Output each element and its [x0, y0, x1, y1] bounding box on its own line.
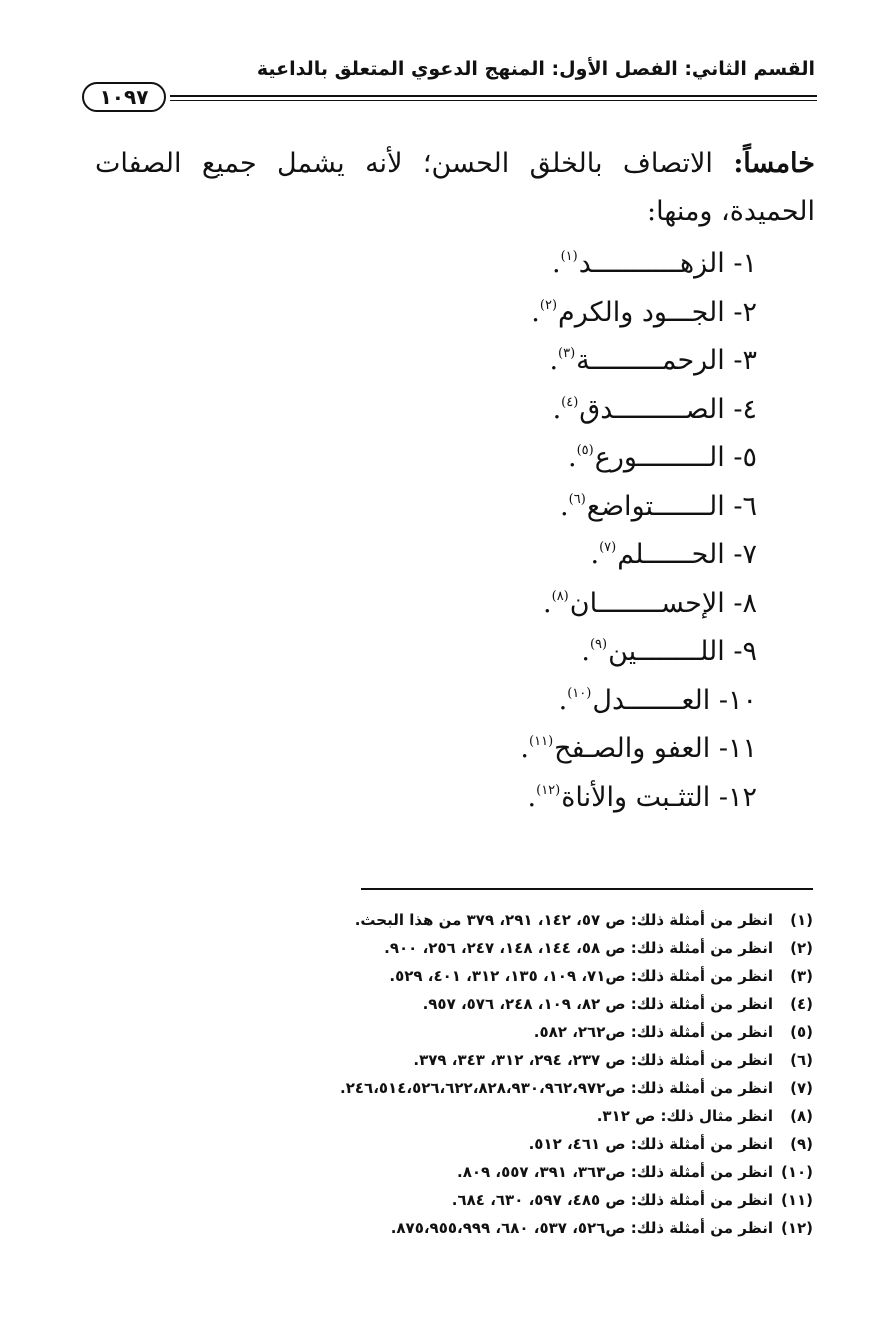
- footnote-mark: (٩): [790, 1135, 813, 1153]
- item-number: ١١-: [718, 733, 757, 764]
- footnote-ref[interactable]: (١١): [529, 734, 554, 749]
- footnote-mark: (١٠): [780, 1163, 813, 1181]
- footnote-ref[interactable]: (٧): [599, 540, 617, 555]
- footnote-text: انظر من أمثلة ذلك: ص ٤٨٥، ٥٩٧، ٦٣٠، ٦٨٤.: [451, 1191, 773, 1209]
- item-label: الـــــــتواضع: [586, 490, 725, 522]
- item-label: التثـبت والأناة: [561, 781, 711, 813]
- footnote-item: [340, 1186, 813, 1214]
- item-number: ١٢-: [718, 781, 757, 813]
- footnote-ref[interactable]: (١): [560, 249, 578, 264]
- item-number: ٣-: [733, 345, 757, 376]
- footnote-mark: (١): [790, 911, 813, 929]
- list-item: ٦- الـــــــتواضع$^{(٦)}$.: [520, 477, 757, 526]
- section-lead: خامساً:: [733, 148, 815, 179]
- running-header: القسم الثاني: الفصل الأول: المنهج الدعوي المتعلق بالداعية: [256, 58, 815, 80]
- list-item: ٩- اللــــــــين$^{(٩)}$.: [520, 622, 757, 671]
- list-item: ١٢- التثـبت والأناة$^{(١٢)}$.: [520, 768, 757, 817]
- footnote-item: [340, 1074, 813, 1102]
- footnote-text: انظر من أمثلة ذلك: ص٧١، ١٠٩، ١٣٥، ٣١٢، ٤٠١، ٥٢٩.: [389, 967, 773, 985]
- item-label: اللــــــــين: [608, 636, 725, 667]
- item-number: ٨-: [733, 587, 757, 619]
- traits-list: [520, 234, 757, 816]
- footnote-item: [340, 934, 813, 962]
- item-label: الصـــــــــدق: [579, 393, 725, 425]
- footnote-mark: (٤): [790, 995, 813, 1013]
- footnote-mark: (١١): [780, 1191, 813, 1209]
- footnote-ref[interactable]: (١٠): [567, 685, 592, 701]
- page-number: ١٠٩٧: [82, 82, 166, 112]
- item-number: ١-: [733, 248, 757, 279]
- item-number: ٢-: [733, 296, 757, 328]
- footnote-text: انظر من أمثلة ذلك: ص٢٤٦،٥١٤،٥٢٦،٦٢٢،٨٢٨،٩٣٠،٩٦٢،٩٧٢.: [340, 1079, 773, 1097]
- list-item: ١١- العفو والصـفح$^{(١١)}$.: [520, 719, 757, 768]
- footnote-mark: (٨): [790, 1107, 813, 1125]
- item-label: الـــــــــورع: [594, 442, 725, 473]
- footnote-text: انظر من أمثلة ذلك: ص٢٦٢، ٥٨٢.: [533, 1023, 773, 1041]
- footnote-text: انظر من أمثلة ذلك: ص ٢٣٧، ٢٩٤، ٣١٢، ٣٤٣، ٣٧٩.: [413, 1051, 773, 1069]
- list-item: ١٠- العـــــــدل$^{(١٠)}$.: [520, 671, 757, 720]
- footnote-ref[interactable]: (١٢): [536, 782, 561, 798]
- item-label: الحــــــلم: [617, 539, 725, 570]
- item-number: ٩-: [733, 636, 757, 667]
- footnote-ref[interactable]: (٤): [561, 394, 579, 410]
- footnote-mark: (١٢): [780, 1219, 813, 1237]
- list-item: ٧- الحــــــلم$^{(٧)}$.: [520, 525, 757, 574]
- footnote-text: انظر من أمثلة ذلك: ص ٤٦١، ٥١٢.: [528, 1135, 773, 1153]
- item-label: العـــــــدل: [592, 684, 711, 716]
- footnote-ref[interactable]: (٣): [558, 346, 576, 361]
- item-number: ٧-: [733, 539, 757, 570]
- footnote-mark: (٥): [790, 1023, 813, 1041]
- footnote-divider: [361, 888, 813, 890]
- footnotes-list: [340, 906, 813, 1242]
- header-rule: [170, 95, 817, 101]
- item-number: ٥-: [733, 442, 757, 473]
- item-label: العفو والصـفح: [554, 733, 711, 764]
- list-item: ٣- الرحمـــــــــة$^{(٣)}$.: [520, 331, 757, 380]
- footnote-item: [340, 1046, 813, 1074]
- footnote-item: [340, 1018, 813, 1046]
- item-number: ٦-: [733, 490, 757, 522]
- footnote-ref[interactable]: (٨): [551, 588, 569, 604]
- footnote-item: [340, 1158, 813, 1186]
- footnote-item: [340, 906, 813, 934]
- footnote-mark: (٦): [790, 1051, 813, 1069]
- footnote-ref[interactable]: (٩): [589, 637, 608, 652]
- footnote-ref[interactable]: (٢): [539, 297, 558, 313]
- footnote-item: [340, 962, 813, 990]
- footnote-mark: (٣): [790, 967, 813, 985]
- footnote-text: انظر من أمثلة ذلك: ص ٥٨، ١٤٤، ١٤٨، ٢٤٧، ٢٥٦، ٩٠٠.: [384, 939, 773, 957]
- item-label: الجـــود والكرم: [558, 296, 725, 328]
- footnote-mark: (٧): [790, 1079, 813, 1097]
- footnote-ref[interactable]: (٦): [568, 491, 586, 507]
- intro-paragraph: [95, 140, 815, 236]
- item-label: الرحمـــــــــة: [576, 345, 725, 376]
- item-number: ٤-: [733, 393, 757, 425]
- footnote-text: انظر من أمثلة ذلك: ص ٥٧، ١٤٢، ٢٩١، ٣٧٩ من هذا البحث.: [354, 911, 773, 929]
- footnote-ref[interactable]: (٥): [576, 443, 594, 458]
- footnote-item: [340, 990, 813, 1018]
- item-label: الزهـــــــــــد: [578, 248, 725, 279]
- footnote-text: انظر مثال ذلك: ص ٣١٢.: [596, 1107, 773, 1125]
- footnote-item: [340, 1130, 813, 1158]
- list-item: ٢- الجـــود والكرم$^{(٢)}$.: [520, 283, 757, 332]
- list-item: ٤- الصـــــــــدق$^{(٤)}$.: [520, 380, 757, 429]
- list-item: ٨- الإحســــــــان$^{(٨)}$.: [520, 574, 757, 623]
- footnote-item: [340, 1214, 813, 1242]
- item-label: الإحســــــــان: [569, 587, 725, 619]
- footnote-mark: (٢): [790, 939, 813, 957]
- intro-text: الاتصاف بالخلق الحسن؛ لأنه يشمل جميع الصفات الحميدة، ومنها:: [95, 148, 815, 227]
- footnote-text: انظر من أمثلة ذلك: ص٣٦٣، ٣٩١، ٥٥٧، ٨٠٩.: [457, 1163, 773, 1181]
- footnote-text: انظر من أمثلة ذلك: ص ٨٢، ١٠٩، ٢٤٨، ٥٧٦، ٩٥٧.: [422, 995, 773, 1013]
- list-item: ١- الزهـــــــــــد$^{(١)}$.: [520, 234, 757, 283]
- footnote-item: [340, 1102, 813, 1130]
- item-number: ١٠-: [718, 684, 757, 716]
- list-item: ٥- الـــــــــورع$^{(٥)}$.: [520, 428, 757, 477]
- footnote-text: انظر من أمثلة ذلك: ص٥٢٦، ٥٣٧، ٦٨٠، ٨٧٥،٩٥٥،٩٩٩.: [390, 1219, 773, 1237]
